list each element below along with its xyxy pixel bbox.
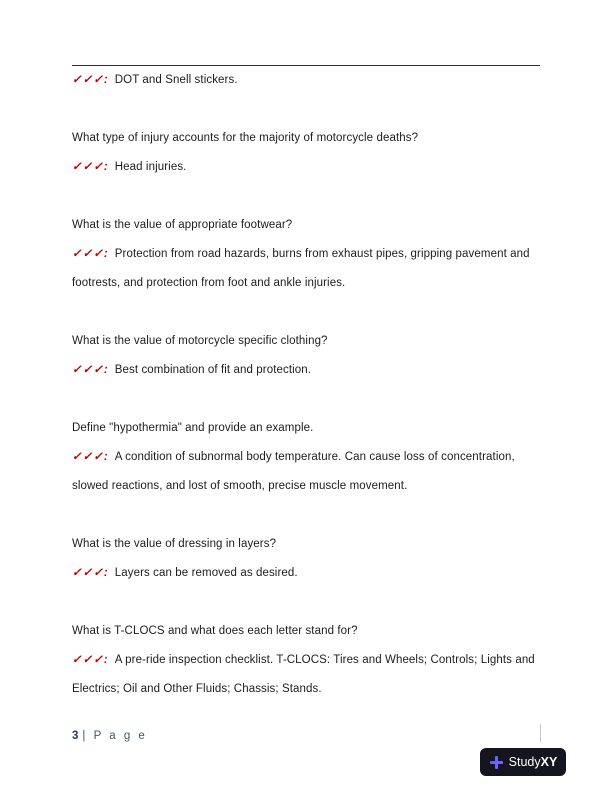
answer-body: Protection from road hazards, burns from exhaust pipes, gripping pavement and footrests, and protection from foot and ankle injuries. <box>72 248 530 289</box>
question-text: What type of injury accounts for the majority of motorcycle deaths? <box>72 132 419 144</box>
page-footer <box>72 727 147 745</box>
question-text: What is the value of appropriate footwear? <box>72 219 293 231</box>
page-number: 3 <box>72 730 79 742</box>
qa-block <box>72 66 540 95</box>
checkmarks-prefix: ✓✓✓: <box>72 567 109 579</box>
answer-body: A pre-ride inspection checklist. T-CLOCS: Tires and Wheels; Controls; Lights and Electrics; Oil and Other Fluids; Chassis; Stands. <box>72 654 535 695</box>
checkmarks-prefix: ✓✓✓: <box>72 364 109 376</box>
answer-text <box>72 443 540 501</box>
question-text: What is the value of dressing in layers? <box>72 538 277 550</box>
checkmarks-prefix: ✓✓✓: <box>72 161 109 173</box>
brand-study: Study <box>508 755 541 769</box>
qa-block <box>72 530 540 588</box>
answer-text <box>72 559 540 588</box>
answer-body: DOT and Snell stickers. <box>114 74 238 86</box>
answer-body: Best combination of fit and protection. <box>114 364 312 376</box>
brand-xy: XY <box>540 755 558 769</box>
answer-text <box>72 153 540 182</box>
answer-body: A condition of subnormal body temperature. Can cause loss of concentration, slowed reactions, and lost of smooth, precise muscle movement. <box>72 451 515 492</box>
qa-block <box>72 414 540 501</box>
answer-body: Layers can be removed as desired. <box>114 567 298 579</box>
qa-block <box>72 211 540 298</box>
answer-body: Head injuries. <box>114 161 187 173</box>
answer-text <box>72 356 540 385</box>
answer-text <box>72 240 540 298</box>
checkmarks-prefix: ✓✓✓: <box>72 74 109 86</box>
answer-text <box>72 646 540 704</box>
studyxy-wordmark <box>509 755 558 769</box>
answer-text <box>72 66 540 95</box>
studyxy-plus-icon <box>489 755 504 770</box>
checkmarks-prefix: ✓✓✓: <box>72 654 109 666</box>
question-text: What is T-CLOCS and what does each letter stand for? <box>72 625 358 637</box>
footer-right-rule <box>540 724 541 742</box>
qa-block <box>72 617 540 704</box>
question-text: What is the value of motorcycle specific clothing? <box>72 335 328 347</box>
qa-block <box>72 327 540 385</box>
checkmarks-prefix: ✓✓✓: <box>72 248 109 260</box>
checkmarks-prefix: ✓✓✓: <box>72 451 109 463</box>
page-label: | P a g e <box>82 730 148 742</box>
question-text: Define "hypothermia" and provide an example. <box>72 422 314 434</box>
studyxy-badge <box>480 748 566 776</box>
qa-block <box>72 124 540 182</box>
page-content <box>72 65 540 733</box>
